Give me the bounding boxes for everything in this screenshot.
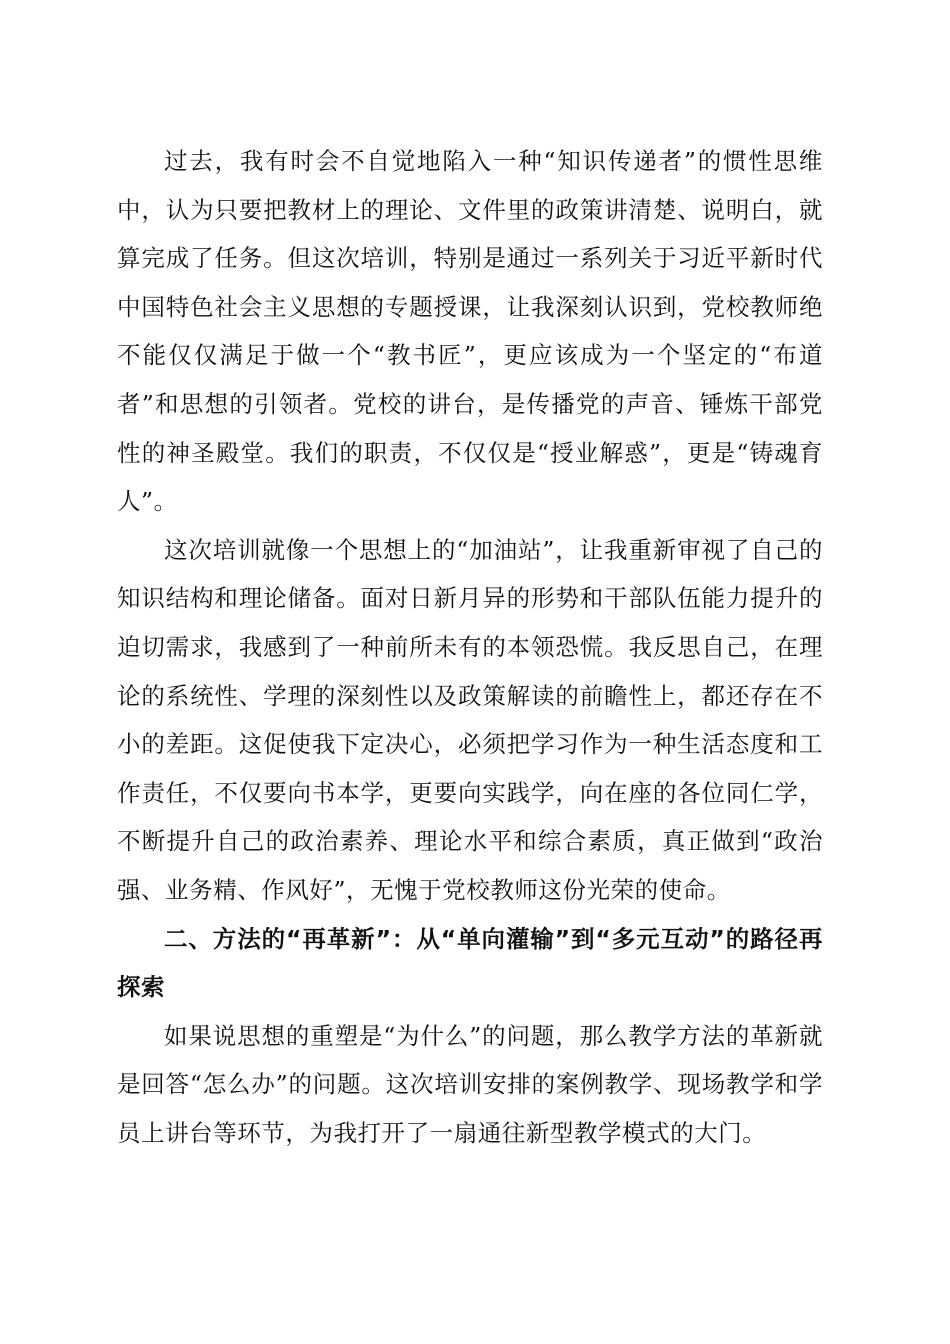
paragraph-former-role: 过去，我有时会不自觉地陷入一种“知识传递者”的惯性思维中，认为只要把教材上的理论、文件里的政策讲清楚、说明白，就算完成了任务。但这次培训，特别是通过一系列关于习近平新时代中国特色社会主义思想的专题授课，让我深刻认识到，党校教师绝不能仅仅满足于做一个“教书匠”，更应该成为一个坚定的“布道者”和思想的引领者。党校的讲台，是传播党的声音、锤炼干部党性的神圣殿堂。我们的职责，不仅仅是“授业解惑”，更是“铸魂育人”。 xyxy=(117,147,823,516)
document-body xyxy=(117,137,823,1157)
section-heading-method-innovation: 二、方法的“再革新”：从“单向灌输”到“多元互动”的路径再探索 xyxy=(117,924,823,1002)
paragraph-teaching-method: 如果说思想的重塑是“为什么”的问题，那么教学方法的革新就是回答“怎么办”的问题。这次培训安排的案例教学、现场教学和学员上讲台等环节，为我打开了一扇通往新型教学模式的大门。 xyxy=(117,1021,823,1147)
paragraph-training-reflection: 这次培训就像一个思想上的“加油站”，让我重新审视了自己的知识结构和理论储备。面对日新月异的形势和干部队伍能力提升的迫切需求，我感到了一种前所未有的本领恐慌。我反思自己，在理论的系统性、学理的深刻性以及政策解读的前瞻性上，都还存在不小的差距。这促使我下定决心，必须把学习作为一种生活态度和工作责任，不仅要向书本学，更要向实践学，向在座的各位同仁学，不断提升自己的政治素养、理论水平和综合素质，真正做到“政治强、业务精、作风好”，无愧于党校教师这份光荣的使命。 xyxy=(117,535,823,904)
